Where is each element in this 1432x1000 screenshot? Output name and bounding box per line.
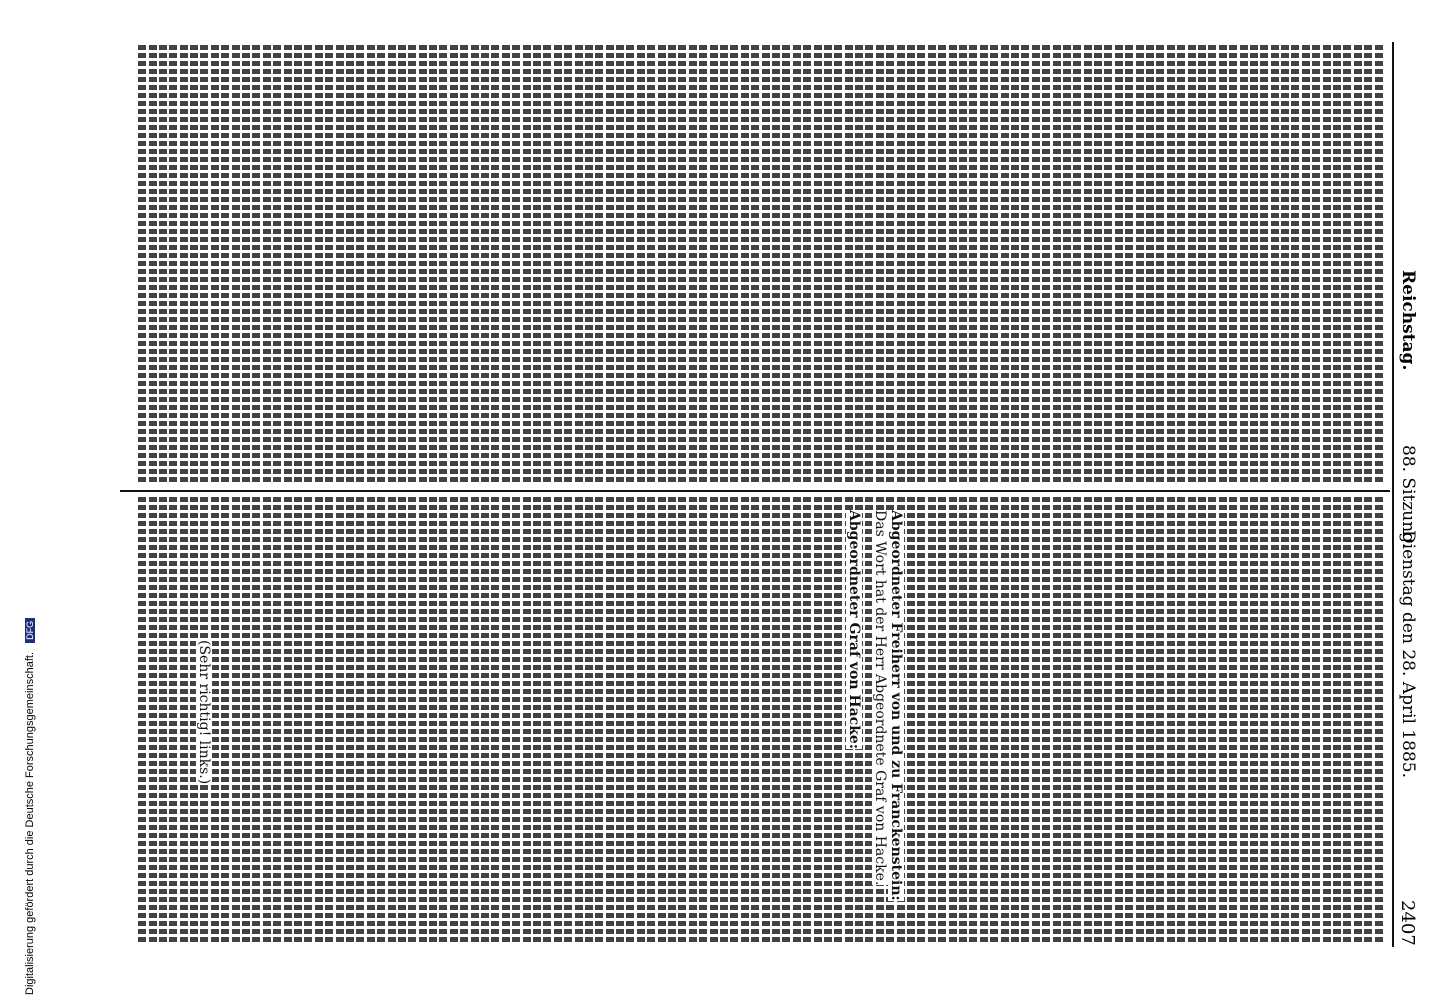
page-number: 2407: [1397, 900, 1418, 946]
digitization-text: Digitalisierung gefördert durch die Deutsche Forschungsgemeinschaft.: [24, 651, 36, 995]
header-session: 88. Sitzung.: [1398, 445, 1418, 549]
dfg-logo: DFG: [25, 618, 35, 643]
top-rule: [1392, 42, 1394, 947]
speaker-heading-2: Abgeordneter Graf von Hacke:: [846, 510, 862, 749]
text-column-upper: [120, 45, 1385, 485]
column-divider: [120, 490, 1390, 492]
text-column-lower: [120, 497, 1385, 942]
digitization-note: [24, 618, 36, 995]
speaker-line-1: Das Wort hat der Herr Abgeordnete Graf von Hacke.: [872, 510, 888, 886]
header-title: Reichstag.: [1398, 270, 1418, 371]
interjection: (Sehr richtig! links.): [196, 640, 212, 785]
header-date: Dienstag den 28. April 1885.: [1398, 530, 1418, 779]
speaker-heading-1: Abgeordneter Freiherr von und zu Franckenstein:: [888, 510, 904, 901]
